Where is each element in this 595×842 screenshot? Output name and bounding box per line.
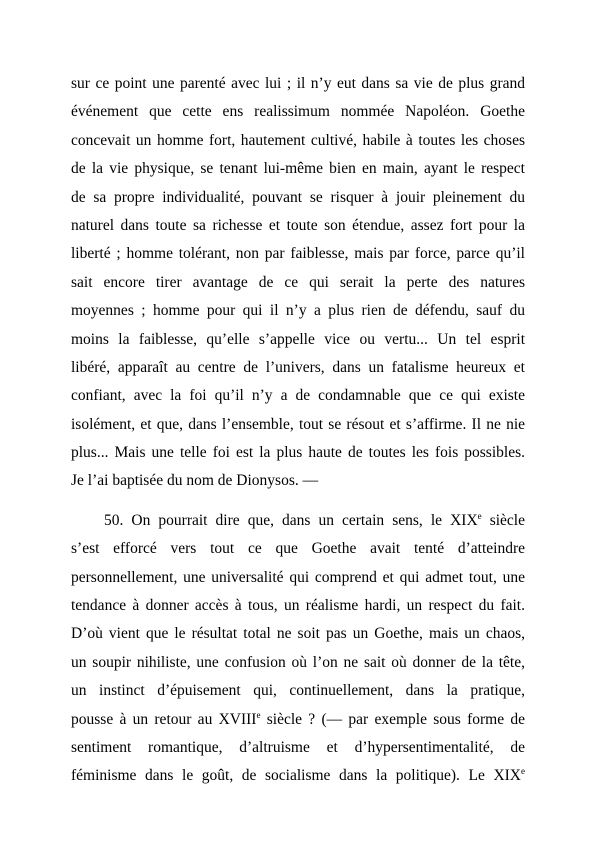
text-line: liberté ; homme tolérant, non par faiblesse, mais par force, parce qu’il — [71, 245, 525, 263]
text-line: un soupir nihiliste, une confusion où l’on ne sait où donner de la tête, — [71, 653, 525, 671]
text-line: moyennes ; homme pour qui il n’y a plus rien de défendu, sauf du — [71, 302, 525, 320]
text-line: naturel dans toute sa richesse et toute son étendue, assez fort pour la — [71, 216, 525, 234]
paragraph-spacer — [71, 496, 525, 507]
text-line: D’où vient que le résultat total ne soit pas un Goethe, mais un chaos, — [71, 625, 525, 643]
text-segment: siècle — [481, 511, 525, 529]
text-line: sentiment romantique, d’altruisme et d’hypersentimentalité, de — [71, 738, 525, 756]
text-line: de la vie physique, se tenant lui-même bien en main, ayant le respect — [71, 160, 525, 178]
paragraph-1 — [71, 70, 525, 496]
text-segment: féminisme dans le goût, de socialisme dans la politique). Le XIX — [71, 767, 521, 785]
superscript: e — [477, 510, 482, 521]
text-line: libéré, apparaît au centre de l’univers, dans un fatalisme heureux et — [71, 358, 525, 376]
text-line: sait encore tirer avantage de ce qui serait la perte des natures — [71, 273, 525, 291]
text-line: tendance à donner accès à tous, un réalisme hardi, un respect du fait. — [71, 597, 525, 615]
text-line: confiant, avec la foi qu’il n’y a de condamnable que ce qui existe — [71, 387, 525, 405]
text-line: personnellement, une universalité qui comprend et qui admet tout, une — [71, 568, 525, 586]
text-line: Je l’ai baptisée du nom de Dionysos. — — [71, 472, 319, 490]
text-line: de sa propre individualité, pouvant se risquer à jouir pleinement du — [71, 188, 525, 206]
text-line: s’est efforcé vers tout ce que Goethe avait tenté d’atteindre — [71, 540, 525, 558]
text-line: concevait un homme fort, hautement cultivé, habile à toutes les choses — [71, 131, 525, 149]
text-line: isolément, et que, dans l’ensemble, tout se résout et s’affirme. Il ne nie — [71, 415, 525, 433]
text-segment: 50. On pourrait dire que, dans un certain sens, le XIX — [104, 511, 478, 529]
text-line: sur ce point une parenté avec lui ; il n’y eut dans sa vie de plus grand — [71, 75, 525, 92]
text-line — [71, 762, 525, 790]
text-line: événement que cette ens realissimum nommée Napoléon. Goethe — [71, 103, 525, 121]
superscript: e — [521, 766, 525, 777]
text-line — [71, 706, 525, 734]
text-segment: pousse à un retour au XVIII — [71, 710, 257, 728]
text-line: un instinct d’épuisement qui, continuellement, dans la pratique, — [71, 682, 525, 700]
text-line: moins la faiblesse, qu’elle s’appelle vice ou vertu... Un tel esprit — [71, 330, 525, 348]
text-line — [71, 507, 525, 535]
superscript: e — [256, 709, 261, 720]
document-page — [71, 70, 525, 791]
text-line: plus... Mais une telle foi est la plus haute de toutes les fois possibles. — [71, 444, 525, 462]
paragraph-2 — [71, 507, 525, 791]
text-segment: siècle ? (— par exemple sous forme de — [260, 710, 525, 728]
